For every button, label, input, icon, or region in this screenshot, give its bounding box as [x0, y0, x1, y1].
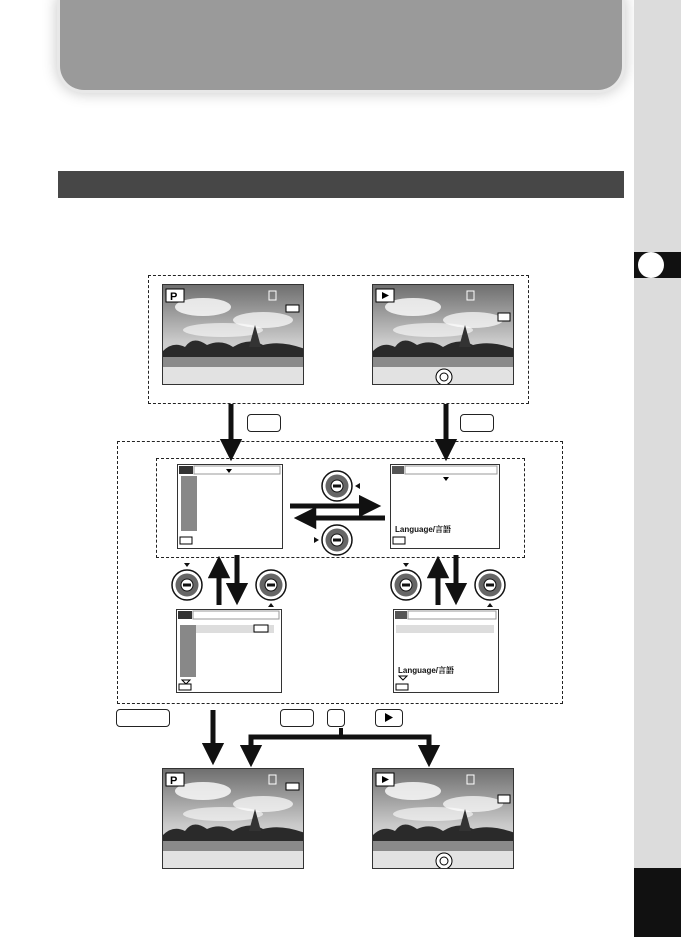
four-way-controller-icon [475, 570, 505, 607]
four-way-controller-icon [391, 563, 421, 600]
svg-text:P: P [170, 775, 178, 787]
four-way-controller-icon [256, 570, 286, 607]
four-way-controller-icon [322, 471, 360, 501]
language-label: Language/言語 [398, 666, 455, 675]
four-way-controller-icon [314, 525, 352, 555]
four-way-controller-icon [172, 563, 202, 600]
language-label: Language/言語 [395, 525, 452, 534]
svg-text:P: P [170, 291, 178, 303]
